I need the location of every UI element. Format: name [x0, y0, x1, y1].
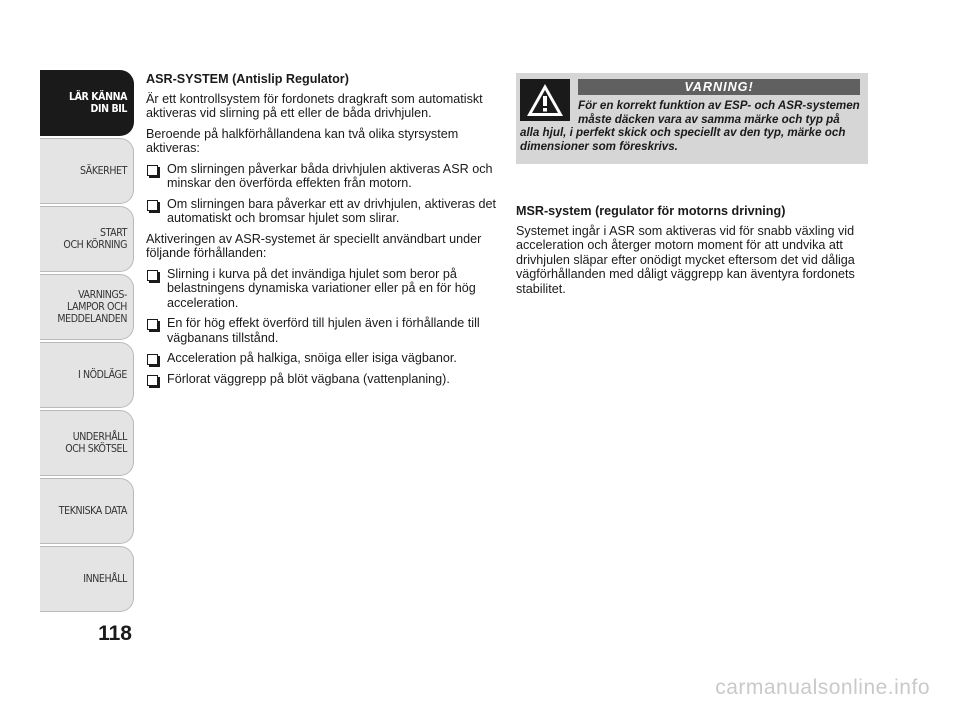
- tab-sakerhet[interactable]: SÄKERHET: [40, 138, 134, 204]
- asr-intro: Är ett kontrollsystem för fordonets dragkraft som automatiskt aktiveras vid slirning på ett eller de båda drivhjulen.: [146, 91, 483, 120]
- tab-tekniska-data[interactable]: TEKNISKA DATA: [40, 478, 134, 544]
- msr-heading: MSR-system (regulator för motorns drivning): [516, 204, 786, 218]
- asr-conditions-intro: Beroende på halkförhållandena kan två olika styrsystem aktiveras:: [146, 126, 459, 155]
- list-item: Slirning i kurva på det invändiga hjulet som beror på belastningens dynamiska variationer eller på en för hög acceleration.: [146, 267, 498, 311]
- tab-i-nodlage[interactable]: I NÖDLÄGE: [40, 342, 134, 408]
- asr-usage-intro: Aktiveringen av ASR-systemet är speciellt användbart under följande förhållanden:: [146, 231, 482, 260]
- warning-box: [516, 73, 868, 164]
- tab-varningslampor[interactable]: VARNINGS- LAMPOR OCH MEDDELANDEN: [40, 274, 134, 340]
- tab-innehall[interactable]: INNEHÅLL: [40, 546, 134, 612]
- list-item: Acceleration på halkiga, snöiga eller isiga vägbanor.: [146, 351, 498, 366]
- chapter-tabs: [40, 70, 134, 614]
- asr-heading: ASR-SYSTEM (Antislip Regulator): [146, 72, 349, 86]
- watermark: carmanualsonline.info: [715, 676, 930, 699]
- msr-section: [516, 204, 868, 296]
- page-number: 118: [98, 622, 132, 645]
- warning-title: VARNING!: [578, 79, 860, 95]
- asr-section: [146, 72, 498, 392]
- list-item: Förlorat väggrepp på blöt vägbana (vattenplaning).: [146, 372, 498, 387]
- tab-underhall[interactable]: UNDERHÅLL OCH SKÖTSEL: [40, 410, 134, 476]
- right-column: [516, 73, 868, 302]
- asr-conditions-list: [146, 162, 498, 226]
- warning-text: För en korrekt funktion av ESP- och ASR-systemen måste däcken vara av samma märke och typ på alla hjul, i perfekt skick och speciellt av den typ, märke och dimensioner som föreskrivs.: [520, 99, 860, 153]
- msr-body: Systemet ingår i ASR som aktiveras vid för snabb växling vid acceleration och återger motorn moment för att undvika att drivhjulen släpar efter onödigt mycket eftersom det vid dåliga vägförhållanden med dåligt väggrepp kan äventyra fordonets stabilitet.: [516, 223, 855, 296]
- warning-triangle-icon: [520, 79, 570, 121]
- tab-start-och-korning[interactable]: START OCH KÖRNING: [40, 206, 134, 272]
- list-item: Om slirningen bara påverkar ett av drivhjulen, aktiveras det automatiskt och bromsar hjulet som slirar.: [146, 197, 498, 226]
- list-item: En för hög effekt överförd till hjulen även i förhållande till vägbanans tillstånd.: [146, 316, 498, 345]
- list-item: Om slirningen påverkar båda drivhjulen aktiveras ASR och minskar den överförda effekten från motorn.: [146, 162, 498, 191]
- tab-lar-kanna-din-bil[interactable]: LÄR KÄNNA DIN BIL: [40, 70, 134, 136]
- asr-usage-list: [146, 267, 498, 387]
